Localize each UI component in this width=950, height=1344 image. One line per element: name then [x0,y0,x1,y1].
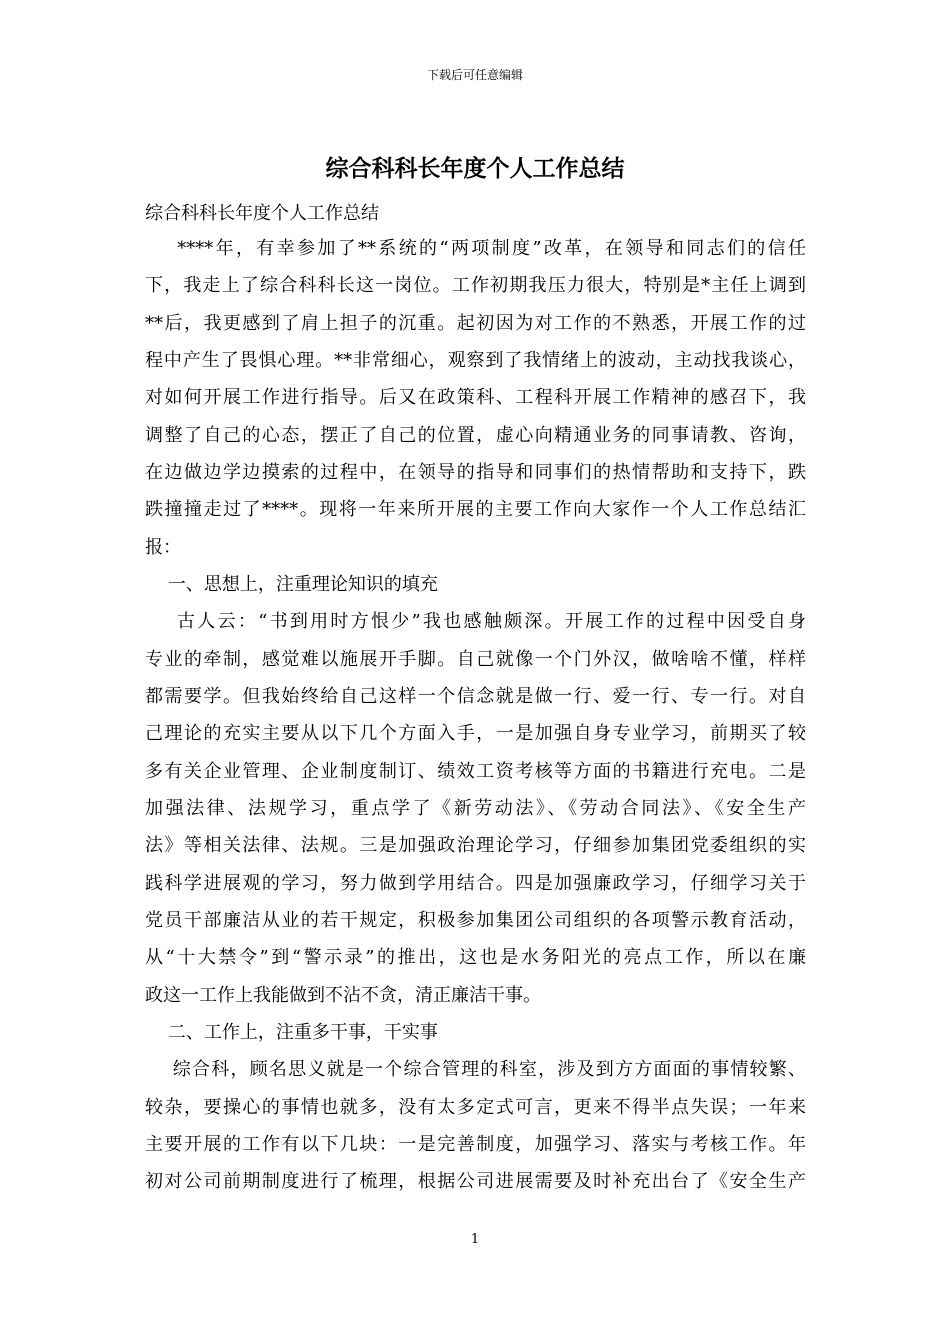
body-line: 政这一工作上我能做到不沾不贪，清正廉洁干事。 [145,985,541,1006]
body-line: 对如何开展工作进行指导。后又在政策科、工程科开展工作精神的感召下，我 [145,387,806,408]
body-line: 较杂，要操心的事情也就多，没有太多定式可言，更来不得半点失误；一年来 [145,1097,806,1118]
body-line: 程中产生了畏惧心理。**非常细心，观察到了我情绪上的波动，主动找我谈心， [145,350,806,371]
header-note: 下载后可任意编辑 [426,68,523,82]
body-line: 党员干部廉洁从业的若干规定，积极参加集团公司组织的各项警示教育活动， [145,910,806,931]
page-number: 1 [470,1232,480,1247]
body-line: 践科学进展观的学习，努力做到学用结合。四是加强廉政学习，仔细学习关于 [145,873,806,894]
body-line: 法》等相关法律、法规。三是加强政治理论学习，仔细参加集团党委组织的实 [145,835,806,856]
section-heading: 二、工作上，注重多干事，干实事 [145,1022,438,1043]
body-line: 跌撞撞走过了****。现将一年来所开展的主要工作向大家作一个人工作总结汇 [145,499,806,520]
body-line: 综合科，顾名思义就是一个综合管理的科室，涉及到方方面面的事情较繁、 [145,1059,806,1080]
body-line: 初对公司前期制度进行了梳理，根据公司进展需要及时补充出台了《安全生产 [145,1171,806,1192]
body-line: 报： [145,537,181,558]
section-heading: 一、思想上，注重理论知识的填充 [145,574,438,595]
body-line: 综合科科长年度个人工作总结 [145,203,379,224]
body-line: 主要开展的工作有以下几块：一是完善制度，加强学习、落实与考核工作。年 [145,1134,806,1155]
body-line: 从“十大禁令”到“警示录”的推出，这也是水务阳光的亮点工作，所以在廉 [145,947,806,968]
document-title: 综合科科长年度个人工作总结 [325,156,625,182]
body-line: 下，我走上了综合科科长这一岗位。工作初期我压力很大，特别是*主任上调到 [145,275,806,296]
body-line: 调整了自己的心态，摆正了自己的位置，虚心向精通业务的同事请教、咨询， [145,425,806,446]
body-line: 古人云：“书到用时方恨少”我也感触颇深。开展工作的过程中因受自身 [145,611,806,632]
body-line: **后，我更感到了肩上担子的沉重。起初因为对工作的不熟悉，开展工作的过 [145,313,806,334]
body-line: 在边做边学边摸索的过程中，在领导的指导和同事们的热情帮助和支持下，跌 [145,462,806,483]
body-line: ****年，有幸参加了**系统的“两项制度”改革，在领导和同志们的信任 [145,238,806,259]
body-line: 多有关企业管理、企业制度制订、绩效工资考核等方面的书籍进行充电。二是 [145,761,806,782]
body-line: 专业的牵制，感觉难以施展开手脚。自己就像一个门外汉，做啥啥不懂，样样 [145,649,806,670]
body-line: 加强法律、法规学习，重点学了《新劳动法》、《劳动合同法》、《安全生产 [145,798,806,819]
body-line: 都需要学。但我始终给自己这样一个信念就是做一行、爱一行、专一行。对自 [145,686,806,707]
body-line: 己理论的充实主要从以下几个方面入手，一是加强自身专业学习，前期买了较 [145,723,806,744]
